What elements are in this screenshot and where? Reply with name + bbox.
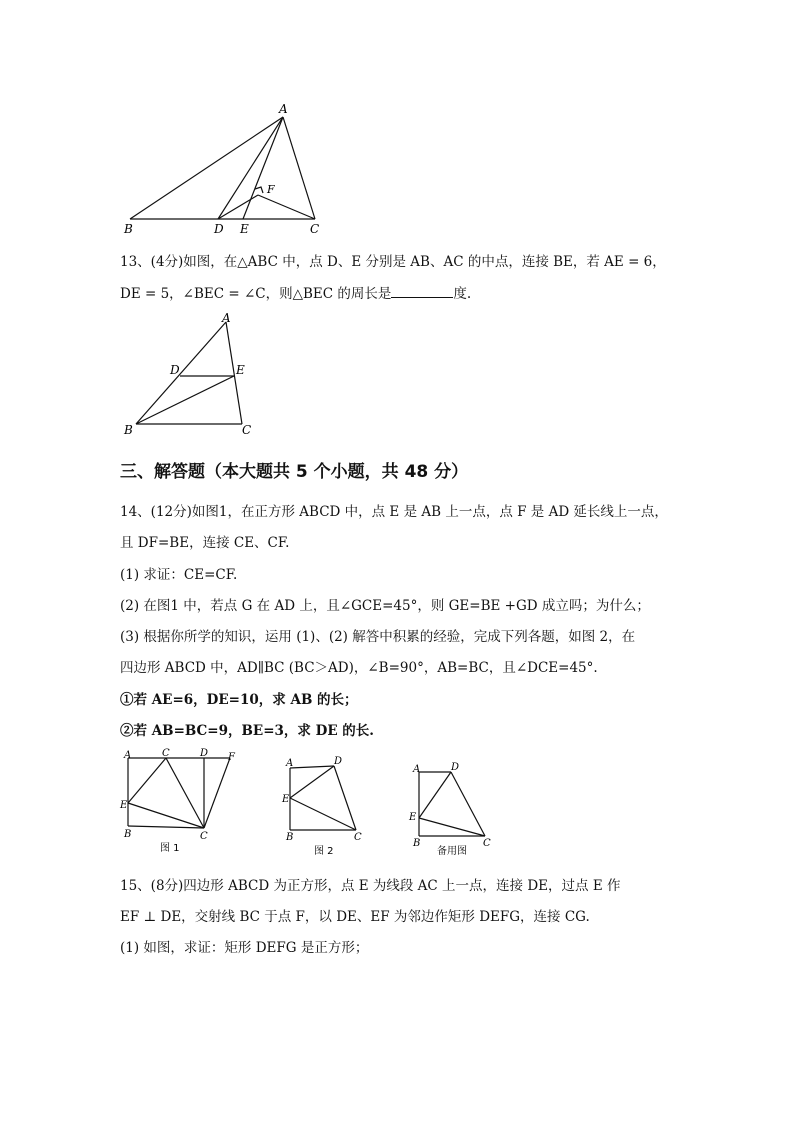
label-C: C [162,748,170,759]
label-B: B [124,829,132,840]
label-E: E [282,794,290,805]
figure-q13 [118,312,268,442]
figure-2 [278,752,373,862]
label-C: C [483,838,491,849]
label-A: A [279,102,288,116]
figure-1 [118,748,248,858]
label-A: A [222,312,231,325]
q14-line8: ②若 AB=BC=9，BE=3，求 DE 的长. [120,723,375,739]
label-E: E [236,363,245,377]
label-C: C [242,423,252,437]
q13-line2 [120,282,471,302]
label-D: D [170,363,180,377]
label-D: D [334,756,343,767]
label-D: D [451,762,460,773]
label-E: E [240,222,249,236]
q15-line3: (1) 如图，求证：矩形 DEFG 是正方形； [120,940,369,956]
q14-line1: 14、(12分)如图1，在正方形 ABCD 中，点 E 是 AB 上一点，点 F 是 AD 延长线上一点， [120,504,668,520]
q14-line6: 四边形 ABCD 中，AD∥BC (BC＞AD)，∠B=90°，AB=BC，且∠DCE=45°. [120,660,598,676]
label-B: B [124,222,133,236]
label-F: F [267,183,275,196]
q13-line2-tail: 度. [453,286,472,302]
label-E: E [120,800,128,811]
section-title: 三、解答题（本大题共 5 个小题，共 48 分） [120,462,469,482]
label-D: D [214,222,224,236]
q13-line2-text: DE = 5，∠BEC = ∠C，则△BEC 的周长是 [120,286,392,302]
figure-2-caption: 图 2 [314,846,334,857]
q14-line7: ①若 AE=6，DE=10，求 AB 的长； [120,692,358,708]
q15-line2: EF ⊥ DE，交射线 BC 于点 F，以 DE、EF 为邻边作矩形 DEFG，连接 CG. [120,909,590,925]
label-C: C [354,832,362,843]
label-B: B [124,423,133,437]
label-A: A [413,764,421,775]
label-E: E [409,812,417,823]
label-A: A [124,750,132,761]
q14-line4: (2) 在图1 中，若点 G 在 AD 上，且∠GCE=45°，则 GE=BE +GD 成立吗；为什么； [120,598,650,614]
label-B: B [413,838,421,849]
label-C: C [310,222,320,236]
q15-line1: 15、(8分)四边形 ABCD 为正方形，点 E 为线段 AC 上一点，连接 DE，过点 E 作 [120,878,621,894]
figure-spare-caption: 备用图 [437,846,467,857]
q14-line2: 且 DF=BE，连接 CE、CF. [120,535,290,551]
q14-line5: (3) 根据你所学的知识，运用 (1)、(2) 解答中积累的经验，完成下列各题，如图 2，在 [120,629,636,645]
label-D: D [200,748,209,759]
q14-line3: (1) 求证：CE=CF. [120,567,238,583]
q13-line1: 13、(4分)如图，在△ABC 中，点 D、E 分别是 AB、AC 的中点，连接 BE，若 AE = 6， [120,254,666,270]
label-B: B [286,832,294,843]
figure-1-caption: 图 1 [160,843,180,854]
figure-triangle-top [110,95,350,240]
figure-spare [405,756,505,866]
label-F: F [228,752,235,763]
label-A: A [286,758,294,769]
label-C2: C [200,831,208,842]
answer-blank[interactable] [391,285,453,298]
